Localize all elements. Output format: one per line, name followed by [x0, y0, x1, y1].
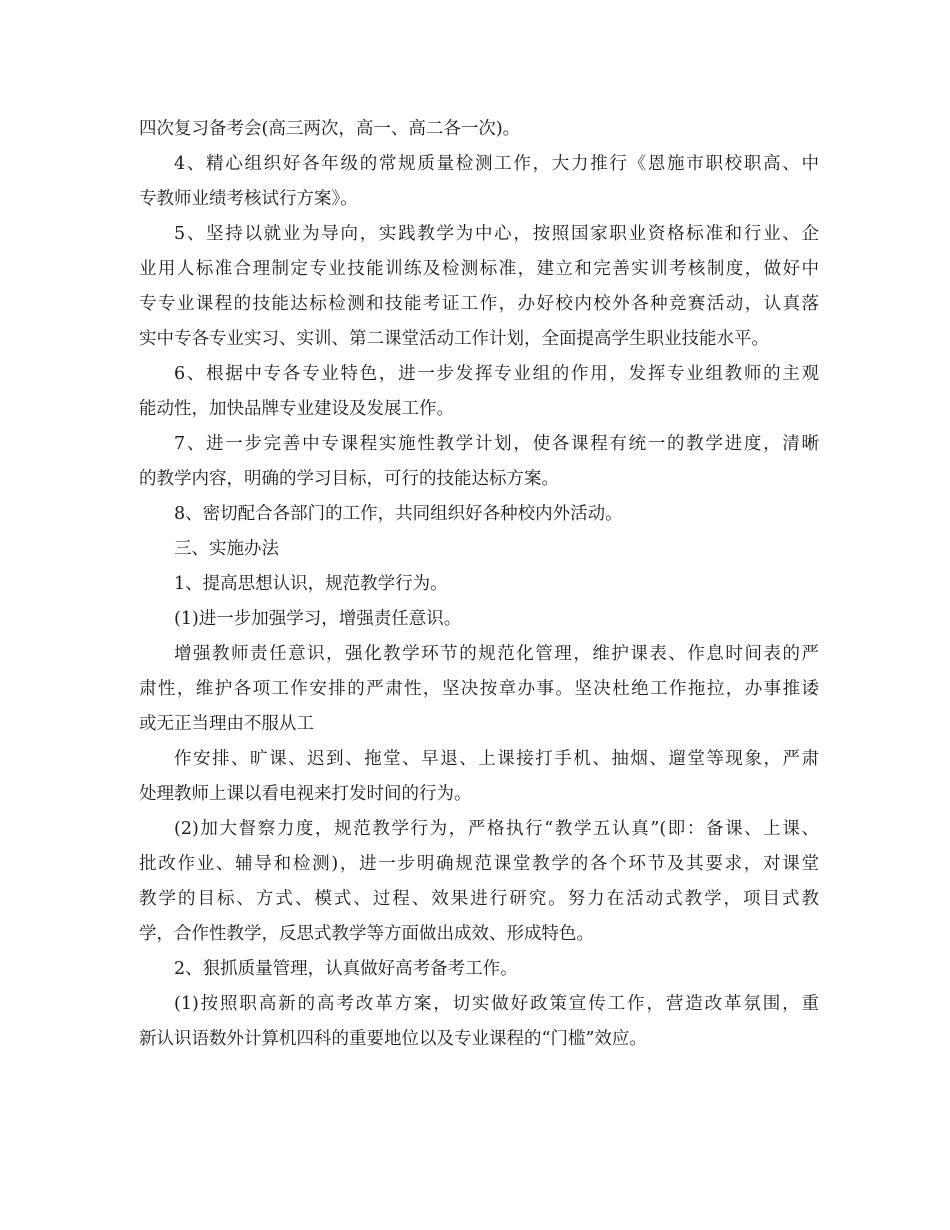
text-line: 作安排、旷课、迟到、拖堂、早退、上课接打手机、抽烟、遛堂等现象，严肃	[174, 749, 819, 769]
text-line: 学，合作性教学，反思式教学等方面做出成效、形成特色。	[139, 924, 594, 944]
text-line: 6、根据中专各专业特色，进一步发挥专业组的作用，发挥专业组教师的主观	[174, 364, 819, 384]
text-line: 或无正当理由不服从工	[139, 714, 314, 734]
text-line: (1)按照职高新的高考改革方案，切实做好政策宣传工作，营造改革氛围，重	[174, 994, 819, 1014]
text-line: 教学的目标、方式、模式、过程、效果进行研究。努力在活动式教学，项目式教	[139, 889, 819, 909]
text-line: (1)进一步加强学习，增强责任意识。	[174, 609, 462, 629]
text-line: 增强教师责任意识，强化教学环节的规范化管理，维护课表、作息时间表的严	[174, 644, 819, 664]
text-line: 四次复习备考会(高三两次，高一、高二各一次)。	[139, 119, 521, 139]
text-line: 能动性，加快品牌专业建设及发展工作。	[139, 399, 454, 419]
text-line: 批改作业、辅导和检测)，进一步明确规范课堂教学的各个环节及其要求，对课堂	[139, 854, 819, 874]
text-line: 三、实施办法	[174, 539, 279, 559]
text-line: 7、进一步完善中专课程实施性教学计划，使各课程有统一的教学进度，清晰	[174, 434, 819, 454]
text-line: 的教学内容，明确的学习目标，可行的技能达标方案。	[139, 469, 559, 489]
text-line: (2)加大督察力度，规范教学行为，严格执行“教学五认真”(即：备课、上课、	[174, 819, 819, 839]
text-line: 处理教师上课以看电视来打发时间的行为。	[139, 784, 472, 804]
text-line: 肃性，维护各项工作安排的严肃性，坚决按章办事。坚决杜绝工作拖拉，办事推诿	[139, 679, 819, 699]
text-line: 4、精心组织好各年级的常规质量检测工作，大力推行《恩施市职校职高、中	[174, 154, 819, 174]
document-page	[139, 112, 819, 1057]
text-line: 5、坚持以就业为导向，实践教学为中心，按照国家职业资格标准和行业、企	[174, 224, 819, 244]
text-line: 1、提高思想认识，规范教学行为。	[174, 574, 448, 594]
text-line: 专专业课程的技能达标检测和技能考证工作，办好校内校外各种竞赛活动，认真落	[139, 294, 819, 314]
text-line: 新认识语数外计算机四科的重要地位以及专业课程的“门槛”效应。	[139, 1029, 647, 1049]
text-line: 专教师业绩考核试行方案》。	[139, 189, 358, 209]
text-line: 8、密切配合各部门的工作，共同组织好各种校内外活动。	[174, 504, 623, 524]
text-line: 2、狠抓质量管理，认真做好高考备考工作。	[174, 959, 518, 979]
text-line: 实中专各专业实习、实训、第二课堂活动工作计划，全面提高学生职业技能水平。	[139, 329, 769, 349]
text-line: 业用人标准合理制定专业技能训练及检测标准，建立和完善实训考核制度，做好中	[139, 259, 819, 279]
